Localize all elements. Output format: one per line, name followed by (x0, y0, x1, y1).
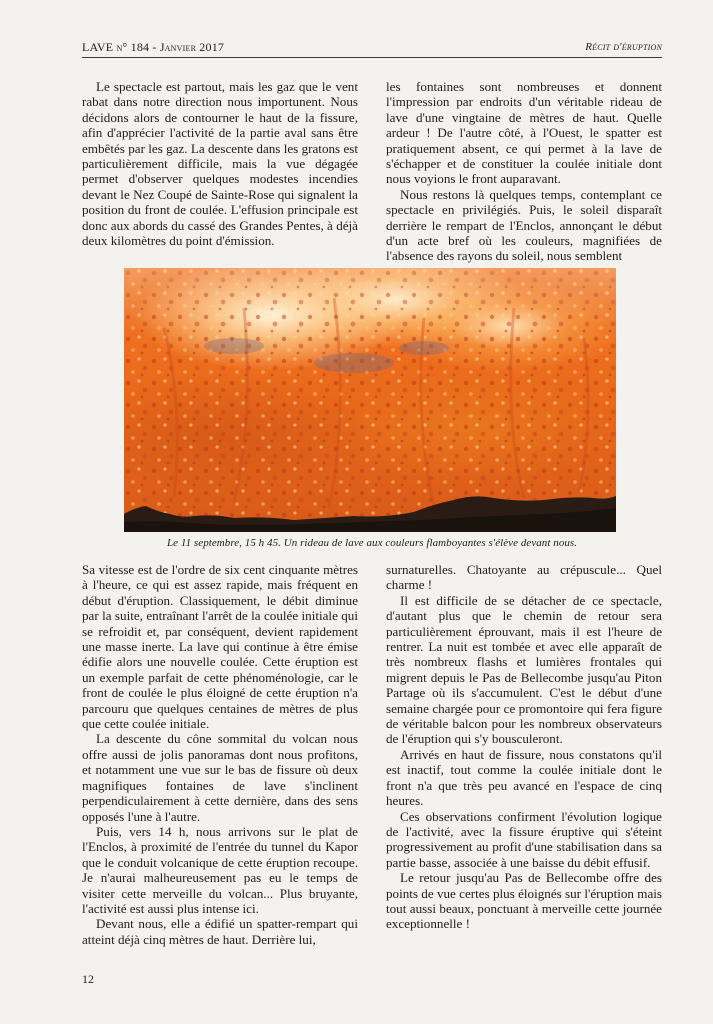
paragraph: La descente du cône sommital du volcan nous offre aussi de jolis panoramas dont nous profitons, et notamment une vue sur le bas de fissure où deux magnifiques fontaines de lave s'inclinent perpendiculairement à cette dernière, dans des sens opposés l'une à l'autre. (82, 731, 358, 824)
paragraph: surnaturelles. Chatoyante au crépuscule... Quel charme ! (386, 562, 662, 593)
paragraph: Le spectacle est partout, mais les gaz que le vent rabat dans notre direction nous importunent. Nous décidons alors de contourner le haut de la fissure, afin d'apprécier l'activité de la partie aval sans être embêtés par les gaz. La descente dans les gratons est particulièrement difficile, mais la vue dégagée permet d'observer quelques modestes incendies devant le Nez Coupé de Sainte-Rose qui signalent la position du front de coulée. L'effusion principale est donc aux abords du cassé des Grandes Pentes, à déjà deux kilomètres du point d'émission. (82, 79, 358, 249)
header-rule (82, 57, 662, 58)
page-number: 12 (82, 972, 94, 986)
issue-label: LAVE n° 184 - Janvier 2017 (82, 40, 225, 54)
photo-caption: Le 11 septembre, 15 h 45. Un rideau de lave aux couleurs flamboyantes s'élève devant nous. (166, 537, 578, 549)
paragraph: Arrivés en haut de fissure, nous constatons qu'il est inactif, tout comme la coulée initiale dont le front n'a que très peu avancé en l'espace de cinq heures. (386, 746, 662, 809)
lava-texture (124, 268, 616, 532)
paragraph: Devant nous, elle a édifié un spatter-rempart qui atteint déjà cinq mètres de haut. Derrière lui, (82, 916, 358, 947)
paragraph: Puis, vers 14 h, nous arrivons sur le plat de l'Enclos, à proximité de l'entrée du tunnel du Kapor que le conduit volcanique de cette éruption recoupe. Je n'aurai malheureusement pas eu le temps de visiter cette merveille du volcan... Plus bruyante, l'activité est aussi plus intense ici. (82, 823, 358, 916)
column-top-right (386, 79, 662, 264)
paragraph: Sa vitesse est de l'ordre de six cent cinquante mètres à l'heure, ce qui est assez rapide, mais fréquent en début d'éruption. Classiquement, le débit diminue par la suite, entraînant l'arrêt de la coulée initiale qui se refroidit et, par conséquent, devient rapidement une masse inerte. La lave qui continue à être émise édifie alors une nouvelle coulée. Cette éruption est un exemple parfait de cette phénoménologie, car le front de coulée le plus éloigné de cette éruption n'a parcouru que quelques centaines de mètres de plus que cette coulée initiale. (82, 562, 358, 732)
paragraph: Nous restons là quelques temps, contemplant ce spectacle en privilégiés. Puis, le soleil disparaît derrière le rempart de l'Enclos, annonçant le début d'un acte bref où les couleurs, magnifiées de l'absence des rayons du soleil, nous semblent (386, 186, 662, 264)
column-bottom-right (386, 562, 662, 962)
running-header (82, 40, 662, 57)
paragraph: Il est difficile de se détacher de ce spectacle, d'autant plus que le chemin de retour sera particulièrement éprouvant, mais il est l'heure de rentrer. La nuit est tombée et avec elle apparaît de très nombreux flashs et lumières frontales qui migrent depuis le Pas de Bellecombe jusqu'au Piton Partage où ils s'accumulent. C'est le début d'une semaine chargée pour ce promontoire qui fera figure de véritable balcon pour les nombreux observateurs de l'éruption qui s'y bousculeront. (386, 592, 662, 747)
column-top-left (82, 79, 358, 259)
column-bottom-left (82, 562, 358, 962)
paragraph: Ces observations confirment l'évolution logique de l'activité, avec la fissure éruptive qui s'éteint progressivement au profit d'une stabilisation dans sa partie basse, associée à une baisse du débit effusif. (386, 808, 662, 870)
paragraph: les fontaines sont nombreuses et donnent l'impression par endroits d'un véritable rideau de lave d'une vingtaine de mètres de haut. Quelle ardeur ! De l'autre côté, à l'Ouest, le spatter est pratiquement absent, ce qui permet à la lave de s'échapper et de constituer la coulée initiale dont nous voyions le front auparavant. (386, 79, 662, 187)
section-label: Récit d'éruption (585, 41, 662, 53)
lava-curtain-photo (124, 268, 616, 532)
paragraph: Le retour jusqu'au Pas de Bellecombe offre des points de vue certes plus éloignés sur l'éruption mais tout aussi beaux, ponctuant à merveille cette journée exceptionnelle ! (386, 870, 662, 932)
